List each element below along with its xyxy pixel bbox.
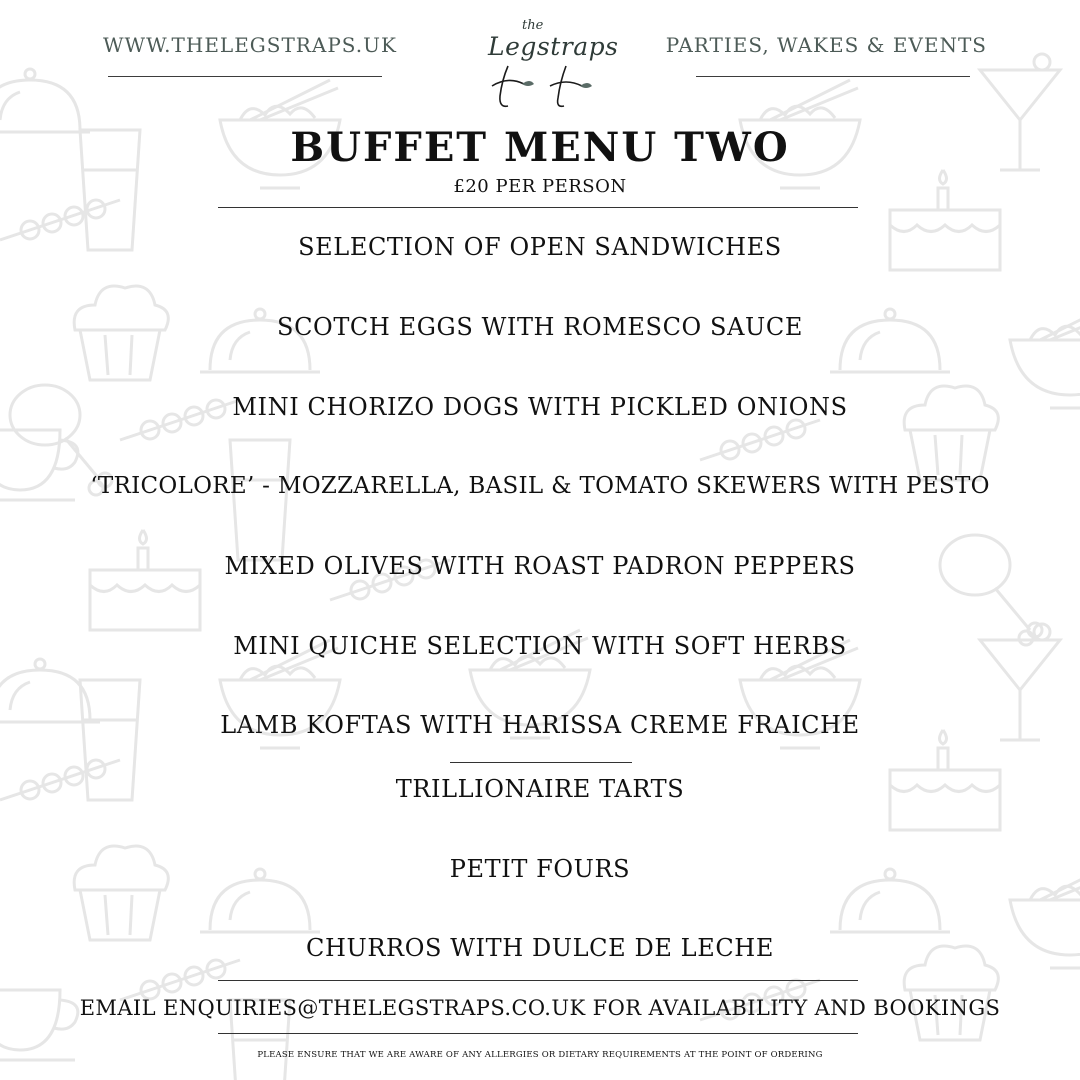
logo-the-text: the	[522, 18, 544, 33]
menu-title: BUFFET MENU TWO	[290, 124, 790, 171]
logo-name-text: Legstraps	[488, 32, 619, 61]
dessert-item: TRILLIONAIRE TARTS	[395, 775, 685, 803]
legstraps-logo	[478, 18, 619, 118]
footer-divider-top	[218, 980, 858, 981]
dessert-item: PETIT FOURS	[449, 855, 631, 883]
menu-item: MINI QUICHE SELECTION WITH SOFT HERBS	[233, 632, 847, 660]
title-divider	[218, 207, 858, 208]
price-per-person: £20 PER PERSON	[453, 176, 627, 197]
header-divider-left	[108, 76, 382, 77]
header-divider-right	[696, 76, 970, 77]
menu-item: MINI CHORIZO DOGS WITH PICKLED ONIONS	[232, 393, 848, 421]
dessert-divider	[450, 762, 632, 763]
menu-item: LAMB KOFTAS WITH HARISSA CREME FRAICHE	[220, 711, 860, 739]
allergy-notice: PLEASE ENSURE THAT WE ARE AWARE OF ANY ALLERGIES OR DIETARY REQUIREMENTS AT THE POINT OF ORDERING	[257, 1050, 823, 1060]
tagline: PARTIES, WAKES & EVENTS	[665, 33, 987, 57]
menu-item: MIXED OLIVES WITH ROAST PADRON PEPPERS	[224, 552, 856, 580]
website-link[interactable]: WWW.THELEGSTRAPS.UK	[103, 33, 397, 57]
dessert-item: CHURROS WITH DULCE DE LECHE	[306, 934, 774, 962]
footer-divider-bottom	[218, 1033, 858, 1034]
menu-item: SCOTCH EGGS WITH ROMESCO SAUCE	[277, 313, 803, 341]
strap-flourish-icon	[478, 18, 602, 118]
menu-item: ‘TRICOLORE’ - MOZZARELLA, BASIL & TOMATO SKEWERS WITH PESTO	[90, 473, 990, 499]
booking-contact[interactable]: EMAIL ENQUIRIES@THELEGSTRAPS.CO.UK FOR AVAILABILITY AND BOOKINGS	[79, 996, 1001, 1020]
menu-item: SELECTION OF OPEN SANDWICHES	[298, 233, 782, 261]
